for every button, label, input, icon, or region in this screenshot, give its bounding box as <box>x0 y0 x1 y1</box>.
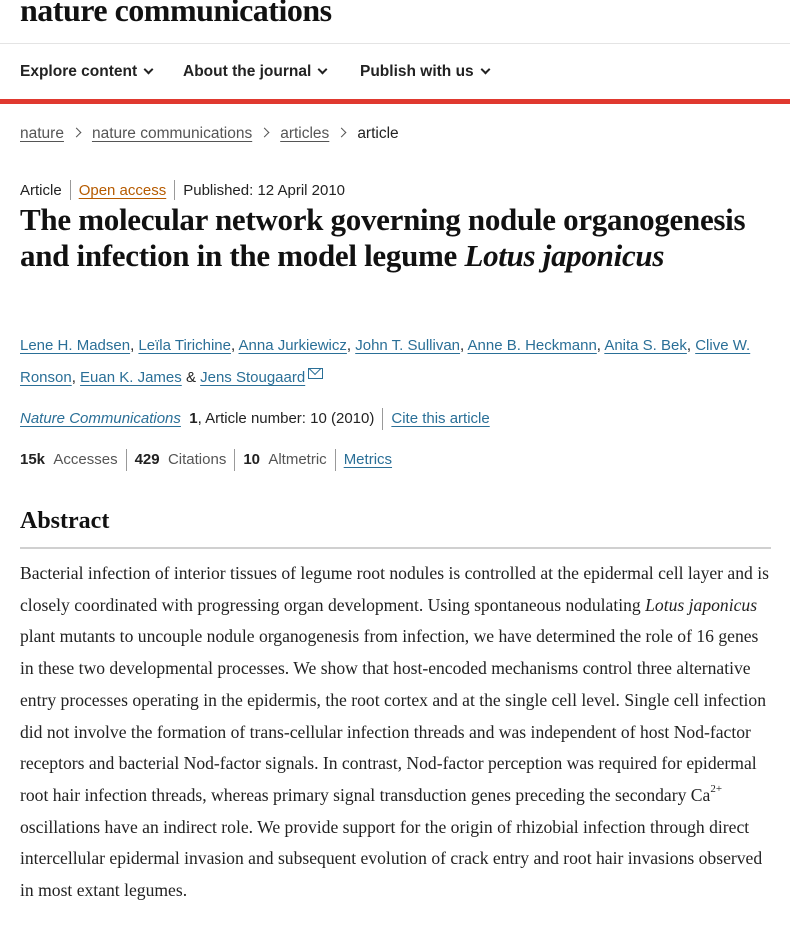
article-type: Article <box>20 181 62 199</box>
metrics-link[interactable]: Metrics <box>343 450 393 468</box>
accent-divider <box>0 99 790 104</box>
author-link[interactable]: Anna Jurkiewicz <box>238 337 347 354</box>
volume-number: 1 <box>189 409 198 427</box>
nav-label: Publish with us <box>360 63 474 80</box>
altmetric-label: Altmetric <box>268 450 327 468</box>
abstract-part: plant mutants to uncouple nodule organogenesis from infection, we have determined the role of 16 genes in these two developmental processes. We show that host-encoded mechanisms control three alternative entry processes operating in the epidermis, the root cortex and at the single cell level. Single cell infection did not involve the formation of trans-cellular infection threads and was independent of host Nod-factor receptors and bacterial Nod-factor signals. In contrast, Nod-factor perception was required for epidermal root hair infection threads, whereas primary signal transduction genes preceding the secondary Ca <box>20 626 767 805</box>
title-text: The molecular network governing nodule organogenesis and infection in the model legume <box>20 202 746 273</box>
breadcrumb-nature[interactable]: nature <box>20 125 64 142</box>
breadcrumb-current: article <box>357 125 399 142</box>
breadcrumb-nature-communications[interactable]: nature communications <box>91 125 253 142</box>
citations-label: Citations <box>167 450 227 468</box>
author-link[interactable]: Lene H. Madsen <box>20 337 131 354</box>
open-access-link[interactable]: Open access <box>78 181 167 199</box>
metrics-divider <box>234 449 235 471</box>
cite-this-article-link[interactable]: Cite this article <box>391 409 490 427</box>
citations-count: 429 <box>134 450 160 468</box>
journal-logo[interactable]: nature communications <box>20 0 332 28</box>
abstract-part: Bacterial infection of interior tissues of legume root nodules is controlled at the epidermal cell layer and is closely coordinated with progressing organ development. Using spontaneous nodulating <box>20 563 769 615</box>
citation-divider <box>382 408 383 430</box>
meta-divider <box>174 180 175 200</box>
author-link[interactable]: Euan K. James <box>80 369 182 386</box>
chevron-right-icon <box>72 128 82 138</box>
author-link[interactable]: Clive W. Ronson <box>20 337 751 386</box>
chevron-down-icon <box>480 65 490 75</box>
author-link[interactable]: John T. Sullivan <box>355 337 461 354</box>
nav-explore-content[interactable] <box>20 63 152 81</box>
article-number: , Article number: 10 (2010) <box>197 409 375 427</box>
article-meta <box>20 181 345 201</box>
author-link[interactable]: Leïla Tirichine <box>138 337 231 354</box>
abstract-species: Lotus japonicus <box>645 594 758 615</box>
brand-bar <box>0 0 790 44</box>
journal-link[interactable]: Nature Communications <box>20 409 181 427</box>
breadcrumb-articles[interactable]: articles <box>280 125 330 142</box>
metrics-divider <box>126 449 127 471</box>
abstract-text <box>20 558 775 907</box>
abstract-part: oscillations have an indirect role. We provide support for the origin of rhizobial infection through direct intercellular epidermal invasion and subsequent evolution of crack entry and root hair invasions observed in most extant legumes. <box>20 816 763 901</box>
abstract-heading: Abstract <box>20 508 110 534</box>
author-conjunction: & <box>185 369 196 386</box>
accesses-label: Accesses <box>53 450 118 468</box>
author-link[interactable]: Anita S. Bek <box>604 337 687 354</box>
metrics-divider <box>335 449 336 471</box>
nav-label: About the journal <box>183 63 312 80</box>
chevron-down-icon <box>318 65 328 75</box>
metrics-bar <box>20 449 392 471</box>
article-title <box>20 202 780 274</box>
author-link-corresponding[interactable]: Jens Stougaard <box>200 369 306 386</box>
author-link[interactable]: Anne B. Heckmann <box>467 337 597 354</box>
chevron-right-icon <box>260 128 270 138</box>
nav-publish-with-us[interactable] <box>360 63 489 81</box>
nav-label: Explore content <box>20 63 138 80</box>
breadcrumb <box>20 125 399 143</box>
author-list: Lene H. Madsen, Leïla Tirichine, Anna Jurkiewicz, John T. Sullivan, Anne B. Heckmann, Anita S. Bek, Clive W. Ronson, Euan K. James & Jens Stougaard <box>20 337 751 386</box>
accesses-count: 15k <box>20 450 46 468</box>
main-nav <box>0 44 790 99</box>
abstract-divider <box>20 547 771 549</box>
chevron-down-icon <box>144 65 154 75</box>
published-date: Published: 12 April 2010 <box>183 181 346 199</box>
mail-icon[interactable] <box>308 368 323 379</box>
abstract-superscript: 2+ <box>710 783 723 796</box>
nav-about-journal[interactable] <box>183 63 326 81</box>
meta-divider <box>70 180 71 200</box>
citation-line <box>20 408 490 430</box>
chevron-right-icon <box>337 128 347 138</box>
altmetric-count: 10 <box>243 450 260 468</box>
title-species: Lotus japonicus <box>464 238 665 273</box>
